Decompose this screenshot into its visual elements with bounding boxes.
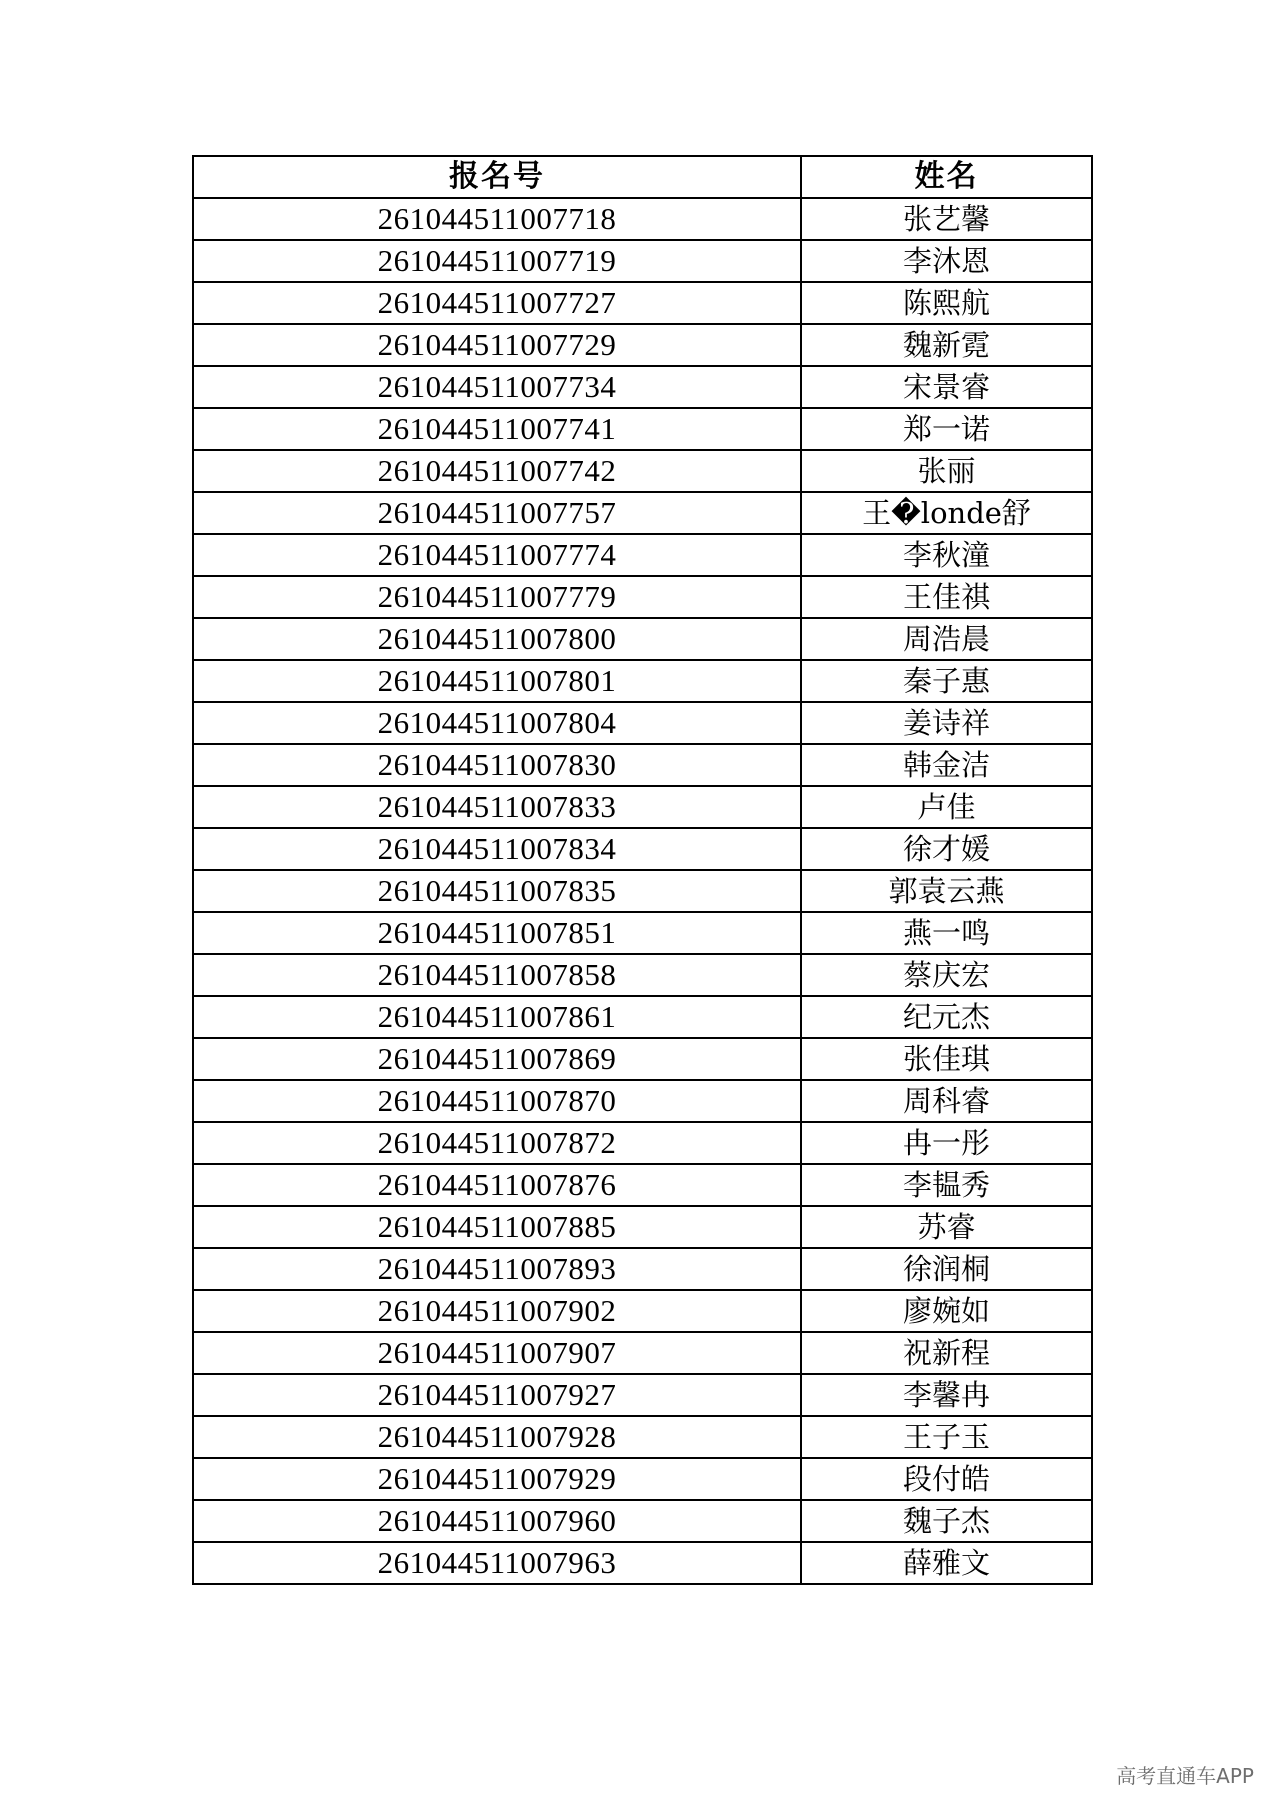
name-cell: 王佳祺 [801, 576, 1092, 618]
table-row [193, 408, 1092, 450]
roster-table [192, 155, 1093, 1585]
table-row [193, 912, 1092, 954]
name-cell: 魏子杰 [801, 1500, 1092, 1542]
registration-number-cell: 261044511007928 [193, 1416, 801, 1458]
registration-number-cell: 261044511007833 [193, 786, 801, 828]
registration-number-cell: 261044511007835 [193, 870, 801, 912]
name-cell: 李秋潼 [801, 534, 1092, 576]
registration-number-cell: 261044511007804 [193, 702, 801, 744]
name-cell: 薛雅文 [801, 1542, 1092, 1584]
name-cell: 徐才媛 [801, 828, 1092, 870]
table-row [193, 1290, 1092, 1332]
registration-number-cell: 261044511007858 [193, 954, 801, 996]
name-cell: 蔡庆宏 [801, 954, 1092, 996]
name-cell: 姜诗祥 [801, 702, 1092, 744]
name-cell: 卢佳 [801, 786, 1092, 828]
name-cell: 徐润桐 [801, 1248, 1092, 1290]
registration-number-cell: 261044511007727 [193, 282, 801, 324]
registration-number-cell: 261044511007960 [193, 1500, 801, 1542]
registration-number-cell: 261044511007834 [193, 828, 801, 870]
column-header-name: 姓名 [801, 156, 1092, 198]
table-row [193, 1122, 1092, 1164]
registration-number-cell: 261044511007757 [193, 492, 801, 534]
registration-number-cell: 261044511007774 [193, 534, 801, 576]
name-cell: 宋景睿 [801, 366, 1092, 408]
table-row [193, 1500, 1092, 1542]
table-row [193, 1332, 1092, 1374]
registration-number-cell: 261044511007963 [193, 1542, 801, 1584]
name-cell: 李沐恩 [801, 240, 1092, 282]
registration-number-cell: 261044511007729 [193, 324, 801, 366]
name-cell: 王�londe舒 [801, 492, 1092, 534]
registration-number-cell: 261044511007741 [193, 408, 801, 450]
registration-number-cell: 261044511007927 [193, 1374, 801, 1416]
table-row [193, 870, 1092, 912]
name-cell: 燕一鸣 [801, 912, 1092, 954]
table-row [193, 828, 1092, 870]
name-cell: 周浩晨 [801, 618, 1092, 660]
registration-number-cell: 261044511007885 [193, 1206, 801, 1248]
name-cell: 张丽 [801, 450, 1092, 492]
name-cell: 段付皓 [801, 1458, 1092, 1500]
table-row [193, 324, 1092, 366]
name-cell: 祝新程 [801, 1332, 1092, 1374]
table-row [193, 240, 1092, 282]
name-cell: 李韫秀 [801, 1164, 1092, 1206]
table-row [193, 282, 1092, 324]
watermark: 高考直通车APP [1116, 1764, 1254, 1788]
registration-number-cell: 261044511007718 [193, 198, 801, 240]
registration-number-cell: 261044511007870 [193, 1080, 801, 1122]
name-cell: 冉一彤 [801, 1122, 1092, 1164]
table-row [193, 660, 1092, 702]
registration-number-cell: 261044511007851 [193, 912, 801, 954]
name-cell: 郭袁云燕 [801, 870, 1092, 912]
registration-number-cell: 261044511007907 [193, 1332, 801, 1374]
table-row [193, 1164, 1092, 1206]
table-row [193, 954, 1092, 996]
table-row [193, 198, 1092, 240]
registration-number-cell: 261044511007893 [193, 1248, 801, 1290]
registration-number-cell: 261044511007801 [193, 660, 801, 702]
name-cell: 廖婉如 [801, 1290, 1092, 1332]
table-row [193, 1416, 1092, 1458]
table-row [193, 450, 1092, 492]
table-row [193, 702, 1092, 744]
name-cell: 张艺馨 [801, 198, 1092, 240]
table-header-row [193, 156, 1092, 198]
table-row [193, 1458, 1092, 1500]
registration-number-cell: 261044511007929 [193, 1458, 801, 1500]
name-cell: 郑一诺 [801, 408, 1092, 450]
table-row [193, 576, 1092, 618]
table-row [193, 1248, 1092, 1290]
table-row [193, 366, 1092, 408]
table-row [193, 1206, 1092, 1248]
name-cell: 周科睿 [801, 1080, 1092, 1122]
registration-number-cell: 261044511007902 [193, 1290, 801, 1332]
table-row [193, 492, 1092, 534]
table-row [193, 744, 1092, 786]
table-row [193, 1080, 1092, 1122]
name-cell: 魏新霓 [801, 324, 1092, 366]
name-cell: 苏睿 [801, 1206, 1092, 1248]
name-cell: 张佳琪 [801, 1038, 1092, 1080]
registration-number-cell: 261044511007734 [193, 366, 801, 408]
registration-number-cell: 261044511007869 [193, 1038, 801, 1080]
name-cell: 秦子惠 [801, 660, 1092, 702]
table-row [193, 786, 1092, 828]
table-row [193, 996, 1092, 1038]
name-cell: 李馨冉 [801, 1374, 1092, 1416]
registration-number-cell: 261044511007800 [193, 618, 801, 660]
registration-number-cell: 261044511007742 [193, 450, 801, 492]
registration-number-cell: 261044511007779 [193, 576, 801, 618]
table-row [193, 1374, 1092, 1416]
table-row [193, 618, 1092, 660]
name-cell: 韩金洁 [801, 744, 1092, 786]
table-row [193, 1038, 1092, 1080]
registration-number-cell: 261044511007830 [193, 744, 801, 786]
column-header-registration-number: 报名号 [193, 156, 801, 198]
name-cell: 纪元杰 [801, 996, 1092, 1038]
table-body [193, 198, 1092, 1584]
registration-number-cell: 261044511007861 [193, 996, 801, 1038]
registration-number-cell: 261044511007719 [193, 240, 801, 282]
table-row [193, 1542, 1092, 1584]
registration-number-cell: 261044511007872 [193, 1122, 801, 1164]
name-cell: 陈熙航 [801, 282, 1092, 324]
table-row [193, 534, 1092, 576]
name-cell: 王子玉 [801, 1416, 1092, 1458]
registration-number-cell: 261044511007876 [193, 1164, 801, 1206]
